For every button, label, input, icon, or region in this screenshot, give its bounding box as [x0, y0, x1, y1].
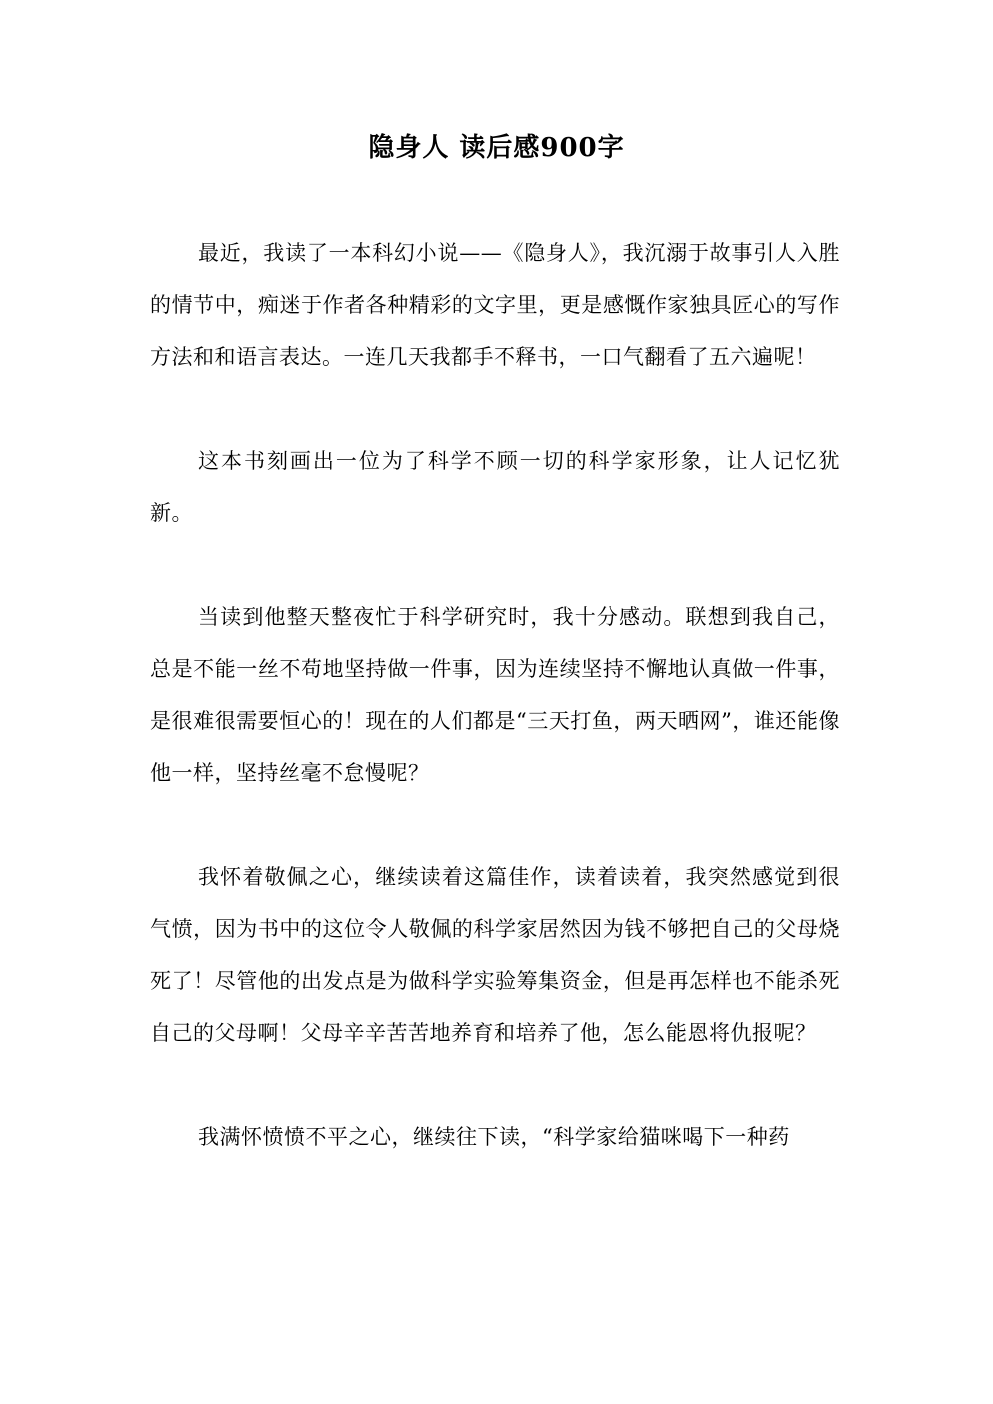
paragraph-2: 这本书刻画出一位为了科学不顾一切的科学家形象，让人记忆犹新。 [150, 449, 840, 525]
paragraph-1: 最近，我读了一本科幻小说——《隐身人》，我沉溺于故事引人入胜的情节中，痴迷于作者各种精彩的文字里，更是感慨作家独具匠心的写作方法和和语言表达。一连几天我都手不释书，一口气翻看了五六遍呢！ [150, 241, 840, 369]
document-title: 隐身人 读后感900字 [368, 133, 625, 163]
paragraph-3: 当读到他整天整夜忙于科学研究时，我十分感动。联想到我自己，总是不能一丝不苟地坚持做一件事，因为连续坚持不懈地认真做一件事，是很难很需要恒心的！现在的人们都是“三天打鱼，两天晒网”，谁还能像他一样，坚持丝毫不怠慢呢？ [150, 605, 840, 785]
paragraph-4: 我怀着敬佩之心，继续读着这篇佳作，读着读着，我突然感觉到很气愤，因为书中的这位令人敬佩的科学家居然因为钱不够把自己的父母烧死了！尽管他的出发点是为做科学实验筹集资金，但是再怎样也不能杀死自己的父母啊！父母辛辛苦苦地养育和培养了他，怎么能恩将仇报呢？ [150, 865, 840, 1045]
paragraph-5: 我满怀愤愤不平之心，继续往下读，“科学家给猫咪喝下一种药 [198, 1125, 790, 1149]
document-body [150, 227, 840, 1163]
